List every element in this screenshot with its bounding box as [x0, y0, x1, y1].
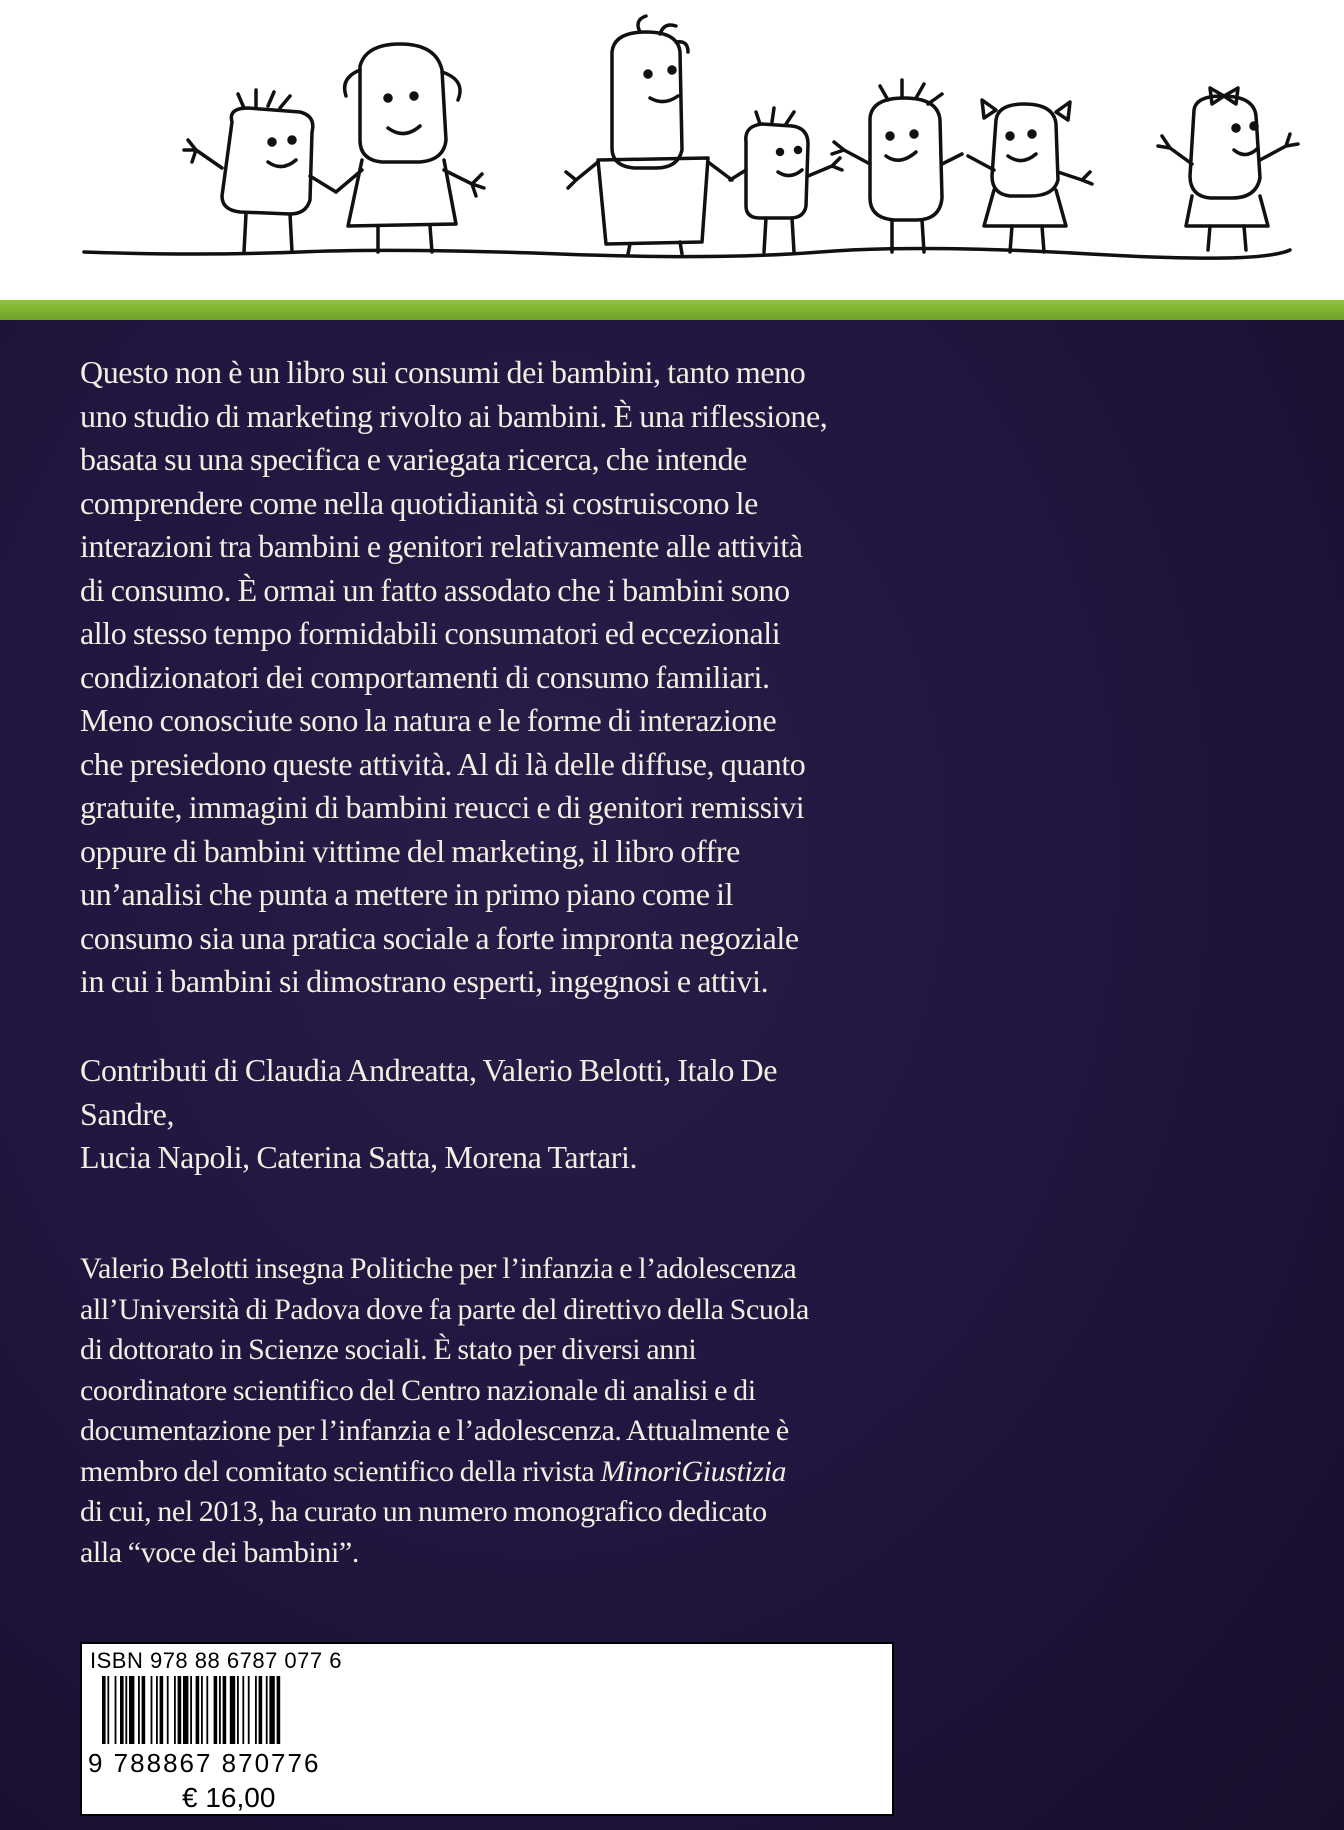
blurb-line: Meno conosciute sono la natura e le forme di interazione — [80, 702, 777, 738]
barcode-bar — [255, 1676, 257, 1744]
girl-figure-2 — [1158, 88, 1298, 250]
family-doodle-illustration — [0, 0, 1344, 300]
barcode-bar — [269, 1676, 274, 1744]
mother-figure — [336, 44, 484, 252]
bio-line: di cui, nel 2013, ha curato un numero monografico dedicato — [80, 1495, 767, 1528]
barcode-bar — [156, 1676, 158, 1744]
blurb-line: Questo non è un libro sui consumi dei bambini, tanto meno — [80, 354, 806, 390]
bio-line — [80, 1452, 870, 1493]
barcode-bar — [142, 1676, 146, 1744]
blurb-line: basata su una specifica e variegata ricerca, che intende — [80, 441, 747, 477]
barcode-bar — [178, 1676, 182, 1744]
barcode-bar — [102, 1676, 106, 1744]
barcode-bar — [129, 1676, 134, 1744]
barcode-bar — [120, 1676, 124, 1744]
contributors-line: Contributi di Claudia Andreatta, Valerio Belotti, Italo De Sandre, — [80, 1052, 778, 1132]
barcode-digits: 9 788867 870776 — [88, 1748, 321, 1778]
barcode-bar — [223, 1676, 227, 1744]
family-illustration-band — [0, 0, 1344, 300]
barcode-bar — [214, 1676, 218, 1744]
barcode-bar — [237, 1676, 239, 1744]
barcode-bar — [219, 1676, 221, 1744]
barcode-bar — [138, 1676, 140, 1744]
bio-line: coordinatore scientifico del Centro nazionale di analisi e di — [80, 1373, 756, 1407]
barcode-bar — [115, 1676, 117, 1744]
contributors-credit — [80, 1049, 870, 1180]
bio-line: Valerio Belotti insegna Politiche per l’infanzia e l’adolescenza — [80, 1252, 797, 1285]
book-blurb — [80, 351, 870, 1004]
contributors-line: Lucia Napoli, Caterina Satta, Morena Tartari. — [80, 1139, 638, 1175]
barcode-bar — [160, 1676, 164, 1744]
father-figure — [566, 16, 732, 254]
blurb-line: che presiedono queste attività. Al di là delle diffuse, quanto — [80, 745, 806, 782]
bio-line: alla “voce dei bambini”. — [80, 1535, 359, 1569]
green-divider-stripe — [0, 300, 1344, 320]
child-figure-2 — [730, 108, 842, 252]
barcode-bar — [196, 1676, 200, 1744]
barcode-bar — [107, 1676, 109, 1744]
isbn-number: ISBN 978 88 6787 077 6 — [90, 1648, 342, 1673]
blurb-line: allo stesso tempo formidabili consumatori ed eccezionali — [80, 615, 781, 651]
blurb-line: uno studio di marketing rivolto ai bambini. È una riflessione, — [80, 397, 828, 434]
bio-line: documentazione per l’infanzia e l’adolescenza. Attualmente è — [80, 1414, 789, 1447]
blurb-line: comprendere come nella quotidianità si costruiscono le — [80, 484, 758, 521]
bio-line: di dottorato in Scienze sociali. È stato per diversi anni — [80, 1333, 697, 1366]
journal-title: MinoriGiustizia — [600, 1454, 787, 1488]
isbn-barcode-label — [80, 1642, 894, 1816]
barcode-bar — [266, 1676, 268, 1744]
barcode-bar — [259, 1676, 263, 1744]
barcode-bars — [88, 1676, 388, 1748]
price-label: € 16,00 — [182, 1782, 276, 1813]
barcode-bar — [242, 1676, 244, 1744]
barcode-bar — [206, 1676, 208, 1744]
bio-line-text: membro del comitato scientifico della rivista — [80, 1454, 601, 1488]
blurb-line: gratuite, immagini di bambini reucci e di genitori remissivi — [80, 789, 805, 825]
child-figure-1 — [184, 90, 336, 252]
barcode-bar — [151, 1676, 153, 1744]
barcode-bar — [190, 1676, 192, 1744]
barcode-bar — [174, 1676, 176, 1744]
author-bio — [80, 1249, 870, 1573]
blurb-line: un’analisi che punta a mettere in primo piano come il — [80, 876, 734, 912]
blurb-line: di consumo. È ormai un fatto assodato che i bambini sono — [80, 571, 790, 608]
blurb-line: interazioni tra bambini e genitori relativamente alle attività — [80, 528, 803, 564]
bio-line: all’Università di Padova dove fa parte del direttivo della Scuola — [80, 1292, 809, 1326]
girl-figure-1 — [968, 100, 1092, 252]
child-figure-3 — [832, 80, 962, 252]
barcode-bar — [248, 1676, 250, 1744]
barcode-bar — [167, 1676, 169, 1744]
blurb-line: condizionatori dei comportamenti di consumo familiari. — [80, 658, 770, 695]
barcode-bar — [277, 1676, 281, 1744]
blurb-line: oppure di bambini vittime del marketing, il libro offre — [80, 832, 740, 869]
barcode-bar — [183, 1676, 188, 1744]
barcode-bar — [201, 1676, 203, 1744]
blurb-line: in cui i bambini si dimostrano esperti, ingegnosi e attivi. — [80, 963, 769, 999]
blurb-line: consumo sia una pratica sociale a forte impronta negoziale — [80, 919, 799, 956]
barcode-bar — [125, 1676, 127, 1744]
barcode-bar — [230, 1676, 235, 1744]
